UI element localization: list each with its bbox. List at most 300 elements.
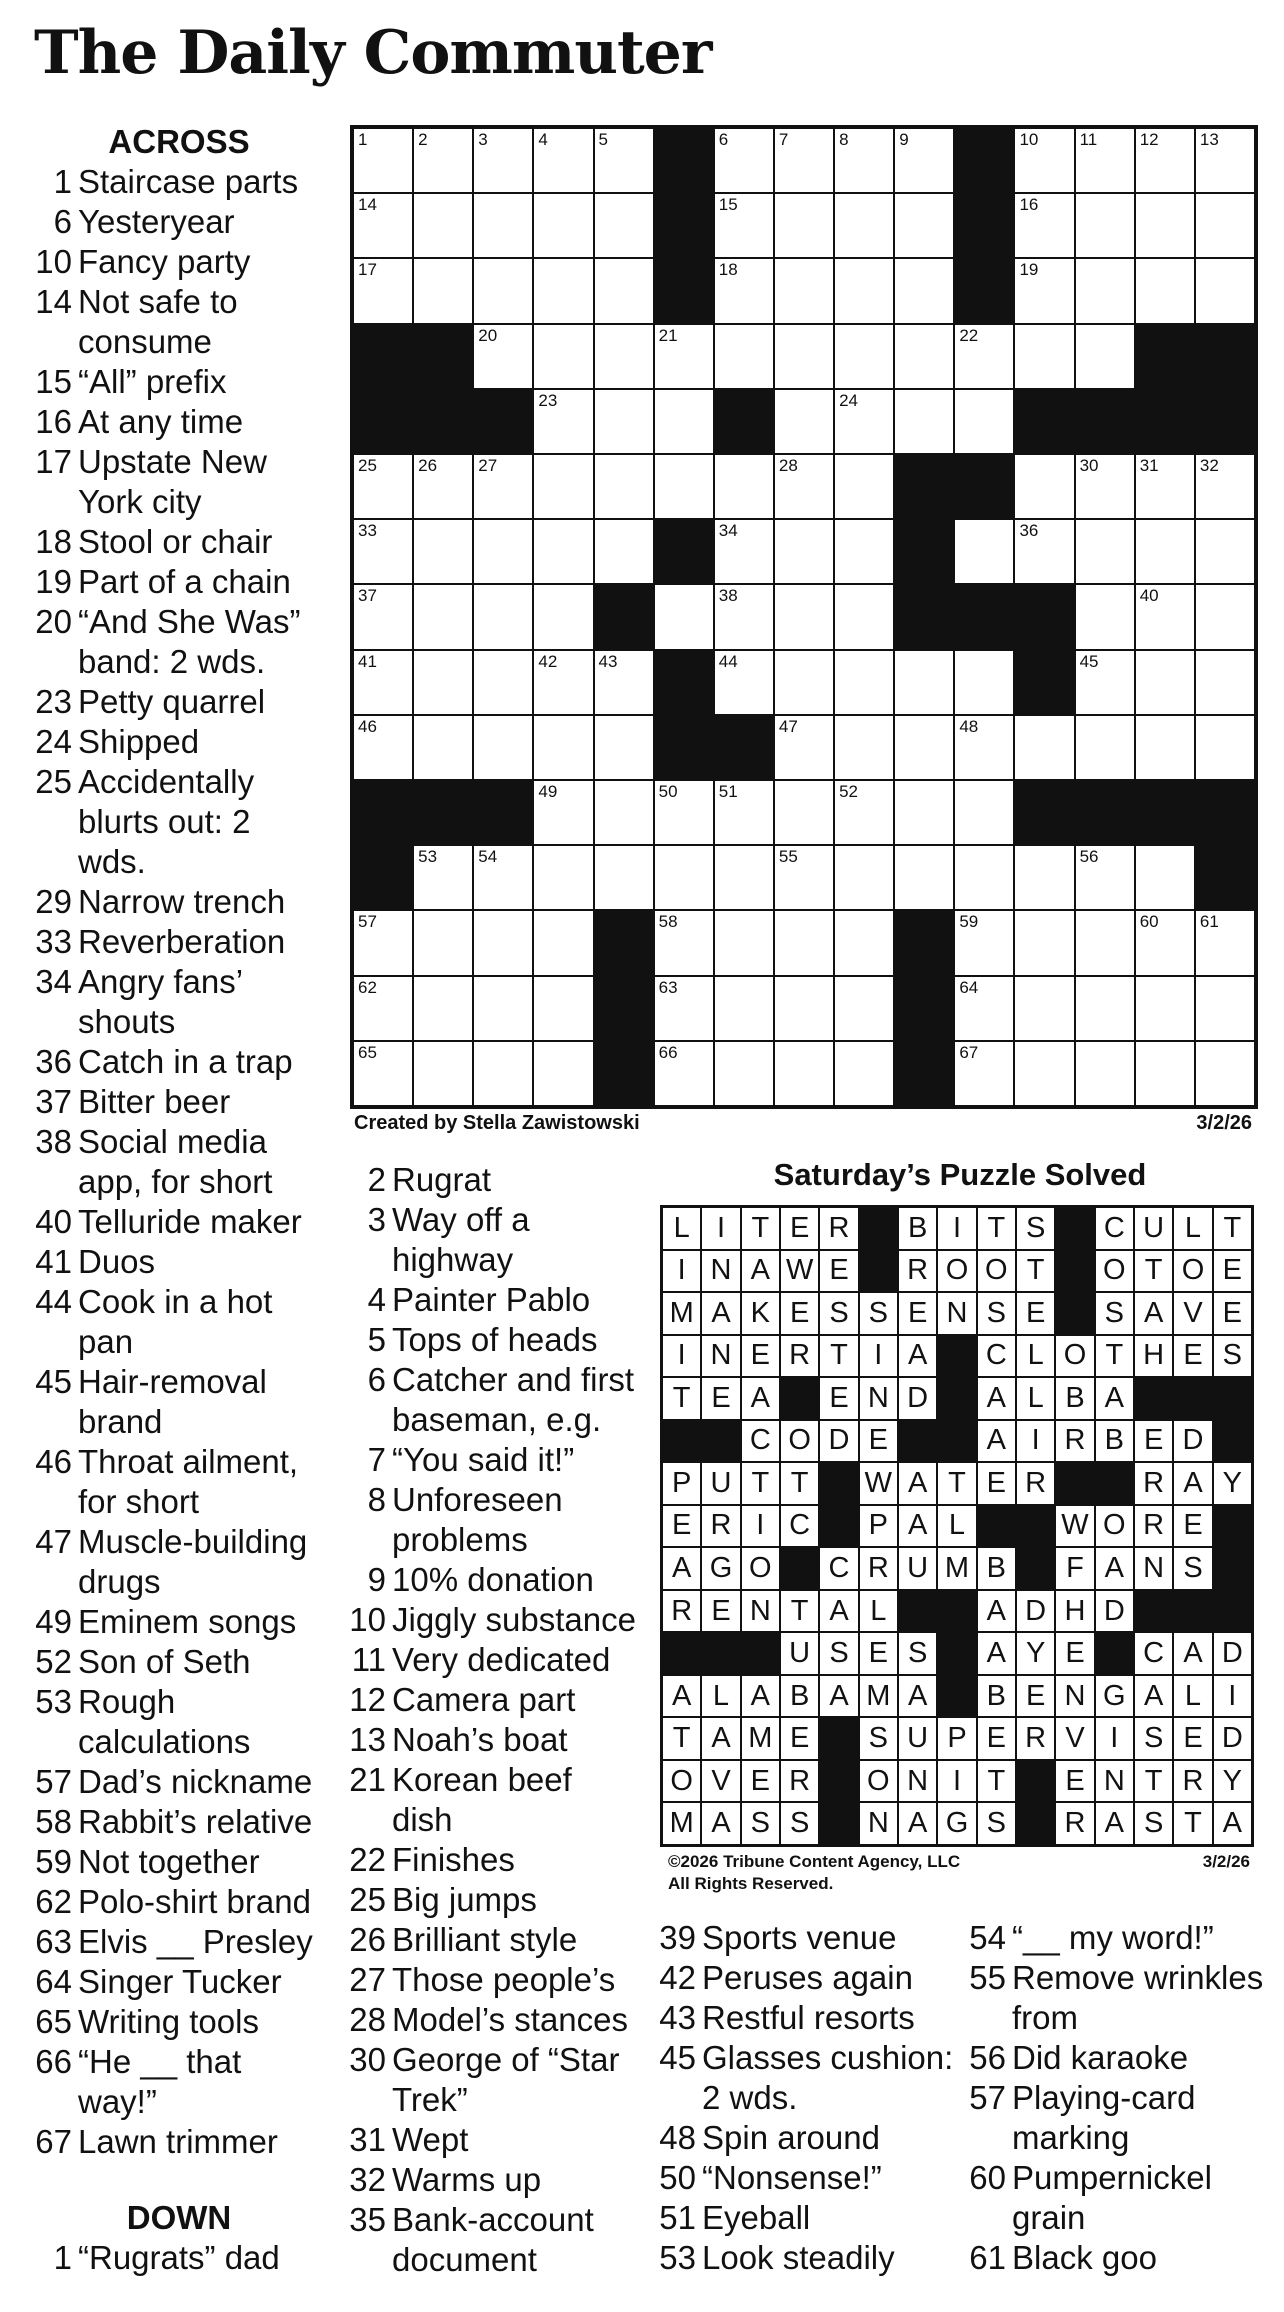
grid-cell[interactable]: [413, 193, 473, 258]
grid-cell[interactable]: [654, 910, 714, 975]
grid-cell[interactable]: [954, 324, 1014, 389]
grid-cell[interactable]: [834, 715, 894, 780]
solution-cell: [1055, 1377, 1094, 1420]
grid-cell[interactable]: [353, 258, 413, 323]
solution-letter: E: [1143, 1424, 1164, 1457]
solution-letter: Y: [1025, 1637, 1046, 1670]
grid-cell[interactable]: [1014, 258, 1074, 323]
grid-cell[interactable]: [1195, 258, 1255, 323]
solution-cell: [977, 1335, 1016, 1378]
grid-cell[interactable]: [353, 976, 413, 1041]
black-square: [1014, 584, 1074, 649]
grid-cell[interactable]: [353, 715, 413, 780]
grid-cell[interactable]: [413, 845, 473, 910]
across-header: ACROSS: [108, 123, 250, 160]
grid-cell[interactable]: [473, 910, 533, 975]
grid-cell[interactable]: [1135, 128, 1195, 193]
grid-cell[interactable]: [1014, 454, 1074, 519]
grid-cell[interactable]: [413, 519, 473, 584]
grid-cell[interactable]: [774, 128, 834, 193]
grid-cell[interactable]: [533, 845, 593, 910]
solution-letter: S: [1143, 1722, 1164, 1755]
grid-cell[interactable]: [654, 324, 714, 389]
grid-cell[interactable]: [1075, 324, 1135, 389]
clue-item: [34, 1362, 324, 1442]
grid-cell[interactable]: [834, 258, 894, 323]
grid-cell[interactable]: [654, 1041, 714, 1106]
solution-cell: [977, 1420, 1016, 1463]
cell-number: 30: [1079, 455, 1099, 475]
grid-cell[interactable]: [533, 780, 593, 845]
grid-cell[interactable]: [533, 976, 593, 1041]
solution-letter: O: [1181, 1254, 1205, 1287]
grid-cell[interactable]: [473, 584, 533, 649]
grid-cell[interactable]: [834, 584, 894, 649]
solution-black-square: [1213, 1590, 1252, 1633]
grid-cell[interactable]: [894, 715, 954, 780]
grid-cell[interactable]: [1075, 193, 1135, 258]
grid-cell[interactable]: [714, 584, 774, 649]
grid-cell[interactable]: [834, 976, 894, 1041]
grid-cell[interactable]: [594, 780, 654, 845]
grid-cell[interactable]: [654, 389, 714, 454]
solution-black-square: [662, 1632, 701, 1675]
solution-cell: [859, 1675, 898, 1718]
grid-cell[interactable]: [774, 976, 834, 1041]
grid-cell[interactable]: [894, 845, 954, 910]
grid-cell[interactable]: [533, 389, 593, 454]
grid-cell[interactable]: [1014, 715, 1074, 780]
grid-cell[interactable]: [834, 519, 894, 584]
clue-item: [34, 602, 324, 682]
clue-item: [348, 1200, 638, 1280]
grid-cell[interactable]: [594, 845, 654, 910]
cell-number: 52: [839, 781, 858, 801]
black-square: [1195, 780, 1255, 845]
grid-cell[interactable]: [894, 389, 954, 454]
clue-text: “He __ that way!”: [78, 2043, 242, 2120]
solution-cell: [662, 1717, 701, 1760]
solution-cell: [977, 1760, 1016, 1803]
clue-text: Dad’s nickname: [78, 1763, 313, 1800]
grid-cell[interactable]: [594, 519, 654, 584]
grid-cell[interactable]: [1195, 193, 1255, 258]
grid-cell[interactable]: [353, 1041, 413, 1106]
solution-letter: T: [1144, 1254, 1163, 1287]
grid-cell[interactable]: [413, 454, 473, 519]
grid-cell[interactable]: [1135, 910, 1195, 975]
grid-cell[interactable]: [413, 128, 473, 193]
grid-cell[interactable]: [714, 1041, 774, 1106]
solution-cell: [1016, 1250, 1055, 1293]
grid-cell[interactable]: [654, 454, 714, 519]
grid-cell[interactable]: [594, 389, 654, 454]
grid-cell[interactable]: [654, 845, 714, 910]
cell-number: 58: [658, 912, 678, 932]
grid-cell[interactable]: [594, 324, 654, 389]
solution-cell: [701, 1760, 740, 1803]
grid-cell[interactable]: [353, 519, 413, 584]
grid-cell[interactable]: [714, 258, 774, 323]
grid-cell[interactable]: [1075, 584, 1135, 649]
grid-cell[interactable]: [714, 976, 774, 1041]
grid-cell[interactable]: [1075, 128, 1135, 193]
grid-cell[interactable]: [353, 193, 413, 258]
grid-cell[interactable]: [413, 258, 473, 323]
grid-cell[interactable]: [1195, 128, 1255, 193]
cell-number: 2: [418, 130, 428, 149]
grid-cell[interactable]: [413, 650, 473, 715]
clue-item: [658, 2198, 958, 2238]
solution-cell: [1016, 1420, 1055, 1463]
grid-cell[interactable]: [1075, 715, 1135, 780]
solution-cell: [898, 1760, 937, 1803]
solution-cell: [1134, 1207, 1173, 1250]
grid-cell[interactable]: [894, 650, 954, 715]
solution-letter: E: [711, 1381, 731, 1414]
clue-item: [34, 202, 324, 242]
grid-cell[interactable]: [1195, 454, 1255, 519]
grid-cell[interactable]: [774, 910, 834, 975]
grid-cell[interactable]: [413, 715, 473, 780]
black-square: [954, 128, 1014, 193]
grid-cell[interactable]: [1075, 519, 1135, 584]
grid-cell[interactable]: [473, 845, 533, 910]
grid-cell[interactable]: [774, 193, 834, 258]
grid-cell[interactable]: [834, 845, 894, 910]
grid-cell[interactable]: [894, 193, 954, 258]
solution-cell: [819, 1590, 858, 1633]
grid-cell[interactable]: [654, 976, 714, 1041]
solution-cell: [1134, 1505, 1173, 1548]
solution-cell: [977, 1675, 1016, 1718]
grid-cell[interactable]: [1195, 584, 1255, 649]
solution-letter: U: [907, 1722, 929, 1755]
grid-cell[interactable]: [353, 650, 413, 715]
solution-cell: [1095, 1292, 1134, 1335]
black-square: [1135, 780, 1195, 845]
grid-cell[interactable]: [533, 324, 593, 389]
grid-cell[interactable]: [533, 1041, 593, 1106]
grid-cell[interactable]: [1135, 519, 1195, 584]
grid-cell[interactable]: [1075, 1041, 1135, 1106]
clue-text: Accidentally blurts out: 2 wds.: [78, 763, 255, 880]
grid-cell[interactable]: [1135, 845, 1195, 910]
clue-item: [34, 562, 324, 602]
grid-cell[interactable]: [834, 650, 894, 715]
solution-cell: [1095, 1377, 1134, 1420]
grid-cell[interactable]: [834, 389, 894, 454]
grid-cell[interactable]: [1075, 845, 1135, 910]
grid-cell[interactable]: [1135, 584, 1195, 649]
grid-cell[interactable]: [1195, 910, 1255, 975]
grid-cell[interactable]: [714, 845, 774, 910]
grid-cell[interactable]: [353, 910, 413, 975]
grid-cell[interactable]: [714, 193, 774, 258]
grid-cell[interactable]: [654, 584, 714, 649]
solution-cell: [1016, 1675, 1055, 1718]
solution-letter: A: [1104, 1552, 1124, 1585]
grid-cell[interactable]: [1075, 976, 1135, 1041]
black-square: [594, 976, 654, 1041]
grid-cell[interactable]: [1195, 519, 1255, 584]
solution-letter: O: [788, 1424, 811, 1457]
black-square: [1195, 324, 1255, 389]
solution-letter: R: [789, 1339, 811, 1372]
grid-cell[interactable]: [714, 128, 774, 193]
solution-cell: [741, 1462, 780, 1505]
grid-cell[interactable]: [1014, 845, 1074, 910]
grid-cell[interactable]: [954, 650, 1014, 715]
clue-item: [34, 1202, 324, 1242]
clue-number: 10: [349, 1601, 386, 1638]
solution-letter: T: [830, 1339, 848, 1372]
grid-cell[interactable]: [473, 128, 533, 193]
grid-cell[interactable]: [894, 258, 954, 323]
grid-cell[interactable]: [413, 976, 473, 1041]
cell-number: 6: [718, 130, 729, 149]
cell-number: 63: [658, 977, 678, 997]
clue-text: Brilliant style: [392, 1921, 578, 1958]
grid-cell[interactable]: [413, 910, 473, 975]
grid-cell[interactable]: [774, 258, 834, 323]
grid-cell[interactable]: [1135, 715, 1195, 780]
grid-cell[interactable]: [954, 389, 1014, 454]
clue-item: [348, 2160, 638, 2200]
black-square: [1135, 389, 1195, 454]
solution-cell: [1134, 1420, 1173, 1463]
grid-cell[interactable]: [1135, 258, 1195, 323]
grid-cell[interactable]: [714, 780, 774, 845]
grid-cell[interactable]: [594, 715, 654, 780]
grid-cell[interactable]: [714, 324, 774, 389]
grid-cell[interactable]: [714, 519, 774, 584]
clue-number: 49: [35, 1603, 72, 1640]
solution-cell: [1055, 1547, 1094, 1590]
grid-cell[interactable]: [473, 454, 533, 519]
grid-cell[interactable]: [1195, 976, 1255, 1041]
grid-cell[interactable]: [473, 193, 533, 258]
clue-text: “Rugrats” dad: [78, 2239, 280, 2276]
grid-cell[interactable]: [1014, 976, 1074, 1041]
clue-number: 37: [35, 1083, 72, 1120]
clue-item: [34, 2238, 324, 2278]
clue-item: [348, 1720, 638, 1760]
grid-cell[interactable]: [473, 715, 533, 780]
grid-cell[interactable]: [1195, 715, 1255, 780]
solution-letter: E: [789, 1722, 810, 1755]
clue-number: 22: [349, 1841, 386, 1878]
grid-cell[interactable]: [714, 454, 774, 519]
solution-cell: [780, 1335, 819, 1378]
grid-cell[interactable]: [954, 519, 1014, 584]
grid-cell[interactable]: [353, 128, 413, 193]
grid-cell[interactable]: [774, 324, 834, 389]
grid-cell[interactable]: [954, 845, 1014, 910]
solution-letter: N: [710, 1254, 732, 1287]
solution-letter: N: [1064, 1679, 1086, 1712]
grid-cell[interactable]: [1014, 128, 1074, 193]
grid-cell[interactable]: [774, 845, 834, 910]
grid-cell[interactable]: [834, 1041, 894, 1106]
grid-cell[interactable]: [774, 780, 834, 845]
clue-text: Peruses again: [702, 1959, 913, 1996]
grid-cell[interactable]: [834, 193, 894, 258]
grid-cell[interactable]: [1135, 976, 1195, 1041]
grid-cell[interactable]: [954, 910, 1014, 975]
clue-text: Pumpernickel grain: [1012, 2159, 1212, 2236]
solution-letter: U: [907, 1552, 929, 1585]
grid-cell[interactable]: [1135, 650, 1195, 715]
grid-cell[interactable]: [1014, 1041, 1074, 1106]
grid-cell[interactable]: [954, 780, 1014, 845]
grid-cell[interactable]: [1075, 650, 1135, 715]
grid-cell[interactable]: [533, 258, 593, 323]
grid-cell[interactable]: [1014, 324, 1074, 389]
grid-cell[interactable]: [834, 324, 894, 389]
solution-cell: [819, 1377, 858, 1420]
clue-text: Remove wrinkles from: [1012, 1959, 1264, 2036]
grid-cell[interactable]: [834, 454, 894, 519]
clue-number: 47: [35, 1523, 72, 1560]
clue-text: Those people’s: [392, 1961, 616, 1998]
solution-cell: [1055, 1632, 1094, 1675]
grid-cell[interactable]: [353, 584, 413, 649]
grid-cell[interactable]: [1135, 454, 1195, 519]
grid-cell[interactable]: [954, 976, 1014, 1041]
solution-cell: [701, 1207, 740, 1250]
grid-cell[interactable]: [1014, 193, 1074, 258]
grid-cell[interactable]: [774, 650, 834, 715]
solution-cell: [1173, 1802, 1212, 1845]
grid-cell[interactable]: [533, 715, 593, 780]
solution-cell: [898, 1462, 937, 1505]
cell-number: 13: [1199, 130, 1219, 149]
crossword-grid: [350, 125, 1258, 1109]
grid-cell[interactable]: [894, 324, 954, 389]
grid-cell[interactable]: [473, 650, 533, 715]
solution-cell: [662, 1250, 701, 1293]
grid-cell[interactable]: [654, 780, 714, 845]
clue-number: 1: [53, 163, 72, 200]
grid-cell[interactable]: [1014, 519, 1074, 584]
solution-cell: [1095, 1717, 1134, 1760]
cell-number: 16: [1019, 195, 1039, 215]
grid-cell[interactable]: [714, 650, 774, 715]
grid-cell[interactable]: [533, 128, 593, 193]
grid-cell[interactable]: [533, 910, 593, 975]
grid-cell[interactable]: [473, 1041, 533, 1106]
grid-cell[interactable]: [1075, 910, 1135, 975]
solution-cell: [1134, 1547, 1173, 1590]
grid-cell[interactable]: [1135, 193, 1195, 258]
solution-letter: M: [669, 1296, 694, 1329]
clue-item: [348, 1320, 638, 1360]
solution-letter: A: [907, 1466, 928, 1499]
clue-item: [34, 1642, 324, 1682]
solution-cell: [937, 1802, 976, 1845]
grid-cell[interactable]: [894, 128, 954, 193]
clue-item: [34, 1602, 324, 1642]
clue-text: Rugrat: [392, 1161, 492, 1198]
solution-letter: T: [790, 1466, 809, 1499]
grid-cell[interactable]: [594, 258, 654, 323]
grid-cell[interactable]: [413, 1041, 473, 1106]
solution-letter: A: [907, 1339, 928, 1372]
grid-cell[interactable]: [834, 910, 894, 975]
grid-cell[interactable]: [533, 584, 593, 649]
solution-cell: [1173, 1335, 1212, 1378]
grid-cell[interactable]: [834, 128, 894, 193]
grid-cell[interactable]: [533, 650, 593, 715]
grid-cell[interactable]: [1195, 1041, 1255, 1106]
grid-cell[interactable]: [1195, 650, 1255, 715]
puzzle-date: 3/2/26: [1196, 1112, 1252, 1134]
solution-letter: N: [710, 1339, 732, 1372]
clue-text: “Nonsense!”: [702, 2159, 882, 2196]
clue-item: [968, 1958, 1268, 2038]
grid-cell[interactable]: [894, 780, 954, 845]
grid-cell[interactable]: [473, 258, 533, 323]
grid-cell[interactable]: [533, 519, 593, 584]
solution-letter: R: [671, 1594, 693, 1627]
grid-cell[interactable]: [413, 584, 473, 649]
grid-cell[interactable]: [774, 1041, 834, 1106]
grid-cell[interactable]: [473, 519, 533, 584]
solution-black-square: [701, 1420, 740, 1463]
grid-cell[interactable]: [473, 324, 533, 389]
grid-cell[interactable]: [353, 454, 413, 519]
grid-cell[interactable]: [1135, 1041, 1195, 1106]
solution-letter: P: [947, 1722, 967, 1755]
clue-number: 44: [35, 1283, 72, 1320]
solution-letter: E: [829, 1254, 849, 1287]
clue-number: 33: [35, 923, 72, 960]
grid-cell[interactable]: [533, 193, 593, 258]
grid-cell[interactable]: [594, 128, 654, 193]
grid-cell[interactable]: [594, 650, 654, 715]
grid-cell[interactable]: [834, 780, 894, 845]
solution-letter: A: [711, 1807, 731, 1840]
grid-cell[interactable]: [774, 584, 834, 649]
grid-cell[interactable]: [774, 389, 834, 454]
page-title: The Daily Commuter: [34, 18, 712, 88]
cell-number: 34: [718, 521, 738, 541]
grid-cell[interactable]: [774, 519, 834, 584]
clue-number: 23: [35, 683, 72, 720]
grid-cell[interactable]: [594, 193, 654, 258]
solution-cell: [819, 1207, 858, 1250]
grid-cell[interactable]: [1014, 910, 1074, 975]
grid-cell[interactable]: [1075, 454, 1135, 519]
clue-text: Singer Tucker: [78, 1963, 282, 2000]
grid-cell[interactable]: [594, 454, 654, 519]
grid-cell[interactable]: [954, 1041, 1014, 1106]
grid-cell[interactable]: [774, 454, 834, 519]
solution-cell: [741, 1335, 780, 1378]
solution-letter: L: [712, 1679, 730, 1712]
grid-cell[interactable]: [473, 976, 533, 1041]
grid-cell[interactable]: [533, 454, 593, 519]
grid-cell[interactable]: [774, 715, 834, 780]
grid-cell[interactable]: [954, 715, 1014, 780]
black-square: [894, 910, 954, 975]
grid-cell[interactable]: [1075, 258, 1135, 323]
solution-cell: [1134, 1292, 1173, 1335]
solution-letter: D: [1025, 1594, 1047, 1627]
clue-text: Stool or chair: [78, 523, 273, 560]
grid-cell[interactable]: [714, 910, 774, 975]
